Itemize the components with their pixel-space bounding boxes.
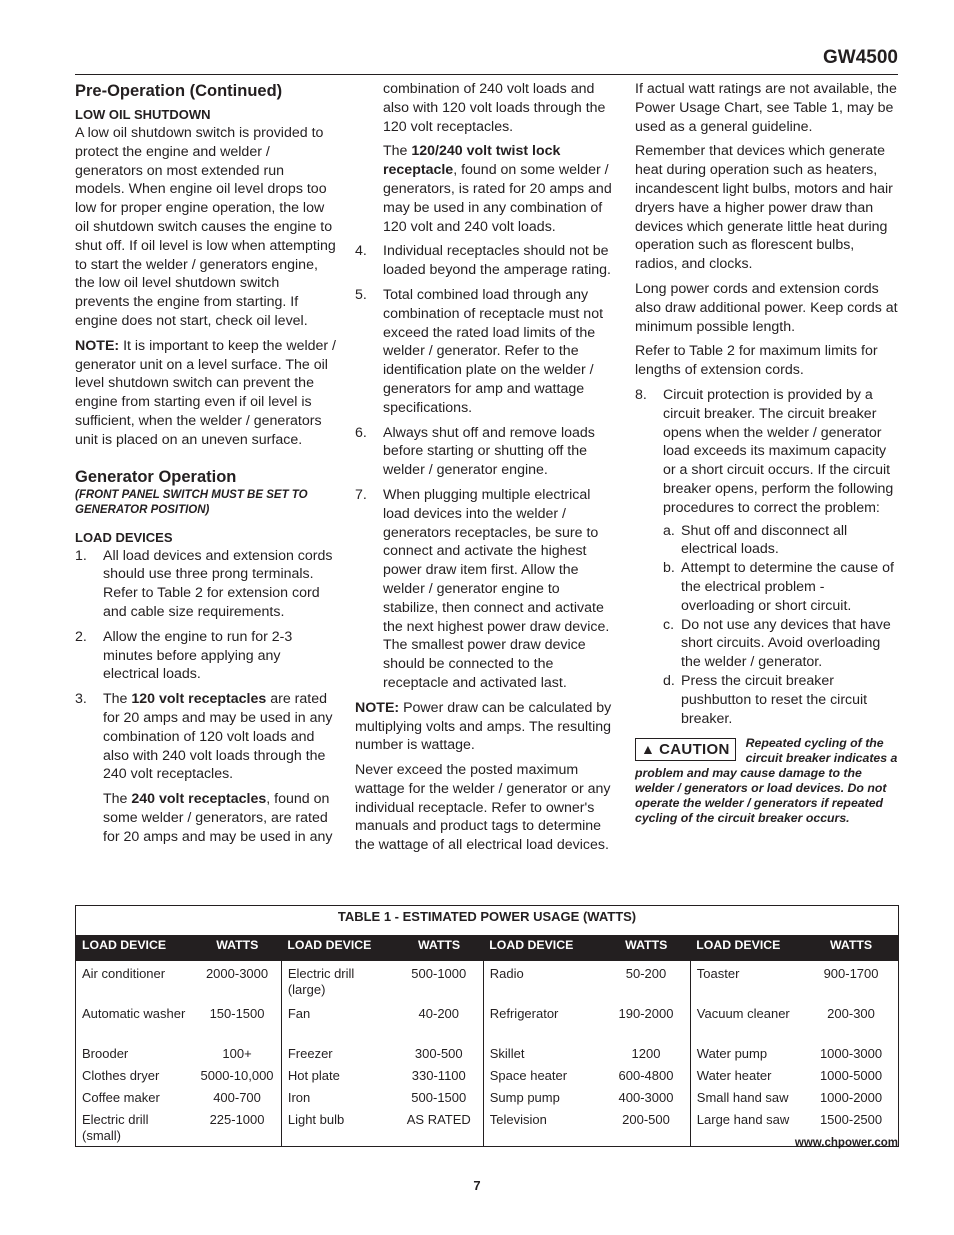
item-number: 4. <box>355 243 367 260</box>
column-1 <box>75 80 337 853</box>
header-load-device: LOAD DEVICE <box>690 935 804 961</box>
device-cell: Radio <box>483 961 602 1003</box>
column-3 <box>635 80 898 826</box>
watts-cell: 1000-3000 <box>819 1046 883 1061</box>
list-item-7 <box>355 486 617 693</box>
watts-cell: 900-1700 <box>823 966 879 981</box>
load-devices-heading: LOAD DEVICES <box>75 529 173 545</box>
watts-cell: 100+ <box>222 1046 252 1061</box>
watts-cell: 1500-2500 <box>819 1112 883 1127</box>
device-cell: Skillet <box>483 1043 602 1065</box>
watts-cell: 40-200 <box>418 1006 460 1021</box>
device-cell: Refrigerator <box>483 1003 602 1043</box>
note-paragraph <box>75 337 337 450</box>
watts-cell: 1000-2000 <box>819 1090 883 1105</box>
power-usage-table <box>75 905 899 1147</box>
caution-text: Repeated cycling of the circuit breaker indicates a problem and may cause damage to the welder / generators or load devices. Do not operate the welder / generators if repeated cycling of the circuit breaker occurs. <box>635 736 898 825</box>
watts-cell: 330-1100 <box>411 1068 466 1083</box>
paragraph: If actual watt ratings are not available, the Power Usage Chart, see Table 1, may be used as a general guideline. <box>635 81 897 135</box>
generator-operation-heading: Generator Operation <box>75 467 237 486</box>
warning-triangle-icon: ▲ <box>641 741 656 758</box>
item-number: 2. <box>75 628 87 645</box>
caution-label: CAUTION <box>659 741 730 759</box>
table-row <box>76 1065 899 1087</box>
sub-item-text: Press the circuit breaker pushbutton to reset the circuit breaker. <box>681 672 868 727</box>
device-cell: Automatic washer <box>82 1006 186 1021</box>
device-cell: Coffee maker <box>82 1090 160 1105</box>
note-text: Power draw can be calculated by multiplying volts and amps. The resulting number is wattage. <box>355 699 612 754</box>
item-text: The <box>103 791 132 808</box>
item-number: 8. <box>635 386 647 403</box>
table-title: TABLE 1 - ESTIMATED POWER USAGE (WATTS) <box>337 909 637 924</box>
sub-item-letter: b. <box>663 560 675 577</box>
watts-cell: 300-500 <box>414 1046 463 1061</box>
table-row <box>76 1109 899 1147</box>
watts-cell: 190-2000 <box>618 1006 674 1021</box>
header-watts: WATTS <box>193 935 281 961</box>
sub-item-d <box>663 672 898 728</box>
item-text: The <box>383 143 412 160</box>
twist-lock-paragraph <box>355 142 617 236</box>
item-text: The <box>103 691 132 708</box>
table-body <box>76 961 899 1147</box>
watts-cell: 400-3000 <box>618 1090 674 1105</box>
header-load-device: LOAD DEVICE <box>281 935 394 961</box>
sub-item-c <box>663 616 898 672</box>
item-text: , found on some welder / generators, are rated for 20 amps and may be used in any <box>103 791 333 845</box>
item-text: , found on some welder / generators, is rated for 20 amps and may be used in any combination of 120 volt and 240 volt loads. <box>383 162 612 235</box>
item-text: All load devices and extension cords should use three prong terminals. Refer to Table 2 for extension cord and cable size requirements. <box>103 547 333 620</box>
device-cell: Vacuum cleaner <box>690 1003 804 1043</box>
item-number: 3. <box>75 691 87 708</box>
note-label: NOTE: <box>75 337 120 354</box>
header-load-device: LOAD DEVICE <box>76 935 194 961</box>
device-cell: Electric drill (large) <box>281 961 394 1003</box>
sub-item-letter: c. <box>663 616 675 633</box>
item-text: Always shut off and remove loads before starting or shutting off the welder / generator engine. <box>383 424 595 479</box>
sub-item-text: Do not use any devices that have short circuits. Avoid overloading the welder / generator. <box>681 616 891 671</box>
sub-item-letter: d. <box>663 672 675 689</box>
sub-list <box>663 522 898 729</box>
column-2 <box>355 80 617 861</box>
low-oil-heading: LOW OIL SHUTDOWN <box>75 107 211 122</box>
table-row <box>76 1043 899 1065</box>
bold-term: 120 volt receptacles <box>131 691 267 708</box>
bold-term: 240 volt receptacles <box>131 791 267 808</box>
item-text: Individual receptacles should not be loaded beyond the amperage rating. <box>383 243 611 279</box>
watts-cell: 200-500 <box>622 1112 670 1127</box>
device-cell: Television <box>483 1109 602 1147</box>
item-text: are rated for 20 amps and may be used in any combination of 120 volt loads and also with 240 volt loads through the 240 volt receptacles. <box>103 691 333 783</box>
page-number: 7 <box>473 1178 481 1193</box>
watts-cell: 400-700 <box>213 1090 261 1105</box>
watts-cell: 150-1500 <box>209 1006 265 1021</box>
watts-cell: 1200 <box>631 1046 661 1061</box>
device-cell: Iron <box>281 1087 394 1109</box>
sub-item-a <box>663 522 898 560</box>
note-label: NOTE: <box>355 699 400 716</box>
note-text: It is important to keep the welder / generator unit on a level surface. The oil level shutdown switch can prevent the engine from starting even if oil level is sufficient, when the welder / generators unit is placed on an uneven surface. <box>75 337 336 448</box>
device-cell: Fan <box>281 1003 394 1043</box>
watts-cell: 200-300 <box>827 1006 875 1021</box>
caution-box <box>635 736 898 825</box>
item-text: When plugging multiple electrical load devices into the welder / generators receptacles, be sure to connect and activate the highest power draw item first. Allow the welder / generator engine to stabilize, then connect and activate the next highest power draw device. The smallest power draw device should be connected to the receptacle and activated last. <box>383 486 610 691</box>
item-number: 7. <box>355 486 367 503</box>
device-cell: Water heater <box>690 1065 804 1087</box>
table-header-row <box>76 935 899 961</box>
caution-badge <box>635 738 736 761</box>
watts-cell: 1000-5000 <box>819 1068 883 1083</box>
item-number: 6. <box>355 424 367 441</box>
watts-cell: 600-4800 <box>618 1068 674 1083</box>
item-text: Allow the engine to run for 2-3 minutes before applying any electrical loads. <box>103 628 293 683</box>
sub-item-text: Attempt to determine the cause of the electrical problem - overloading or short circuit. <box>681 560 894 614</box>
watts-cell: 500-1000 <box>411 966 467 981</box>
list-item-6 <box>355 424 617 480</box>
list-item-4 <box>355 242 617 280</box>
watts-cell: 2000-3000 <box>205 966 269 981</box>
website-url: www.chpower.com <box>794 1137 898 1149</box>
device-cell: Small hand saw <box>690 1087 804 1109</box>
paragraph: Remember that devices which generate heat during operation such as heaters, incandescent light bulbs, motors and hair dryers have a higher power draw than devices which generate little heat during operation such as florescent bulbs, radios, and clocks. <box>635 143 893 273</box>
device-cell: Toaster <box>690 961 804 1003</box>
watts-cell: AS RATED <box>406 1112 471 1127</box>
list-item-8 <box>635 386 898 518</box>
header-watts: WATTS <box>804 935 898 961</box>
item-text: Total combined load through any combination of receptacle must not exceed the rated load limits of the welder / generator. Refer to the identification plate on the welder / generators for amp and wattage specifications. <box>383 286 604 416</box>
paragraph: Refer to Table 2 for maximum limits for lengths of extension cords. <box>635 343 878 379</box>
note-paragraph-2 <box>355 699 617 755</box>
device-cell: Air conditioner <box>82 966 166 981</box>
item-text: Circuit protection is provided by a circuit breaker. The circuit breaker opens when the welder / generator load exceeds its maximum capacity or a short circuit occurs. If the circuit breaker opens, perform the following procedures to correct the problem: <box>663 386 894 516</box>
device-cell: Light bulb <box>281 1109 394 1147</box>
sub-item-text: Shut off and disconnect all electrical loads. <box>681 522 848 558</box>
list-item-3-continued <box>75 790 337 846</box>
watts-cell: 5000-10,000 <box>200 1068 274 1083</box>
device-cell: Electric drill (small) <box>82 1112 149 1143</box>
sub-item-b <box>663 559 898 615</box>
watts-cell: 225-1000 <box>209 1112 265 1127</box>
device-cell: Space heater <box>483 1065 602 1087</box>
header-watts: WATTS <box>395 935 483 961</box>
sub-item-letter: a. <box>663 522 675 539</box>
continued-text: combination of 240 volt loads and also with 120 volt loads through the 120 volt receptacles. <box>383 81 606 135</box>
model-number: GW4500 <box>823 47 898 68</box>
table-row <box>76 1003 899 1043</box>
list-item-3 <box>75 690 337 784</box>
device-cell: Freezer <box>281 1043 394 1065</box>
header-load-device: LOAD DEVICE <box>483 935 602 961</box>
bold-term: 120/240 volt twist lock receptacle <box>383 143 561 179</box>
list-item-5 <box>355 286 617 418</box>
header-rule <box>75 74 898 75</box>
never-exceed-paragraph: Never exceed the posted maximum wattage for the welder / generator or any individual receptacle. Refer to owner's manuals and product tags to determine the wattage of all electrical load devices. <box>355 762 611 854</box>
section-heading: Pre-Operation (Continued) <box>75 82 283 100</box>
watts-cell: 500-1500 <box>411 1090 467 1105</box>
device-cell: Hot plate <box>281 1065 394 1087</box>
device-cell: Brooder <box>82 1046 129 1061</box>
generator-subheading: (FRONT PANEL SWITCH MUST BE SET TO GENERATOR POSITION) <box>75 488 308 516</box>
header-watts: WATTS <box>602 935 690 961</box>
watts-cell: 50-200 <box>625 966 667 981</box>
low-oil-text: A low oil shutdown switch is provided to protect the engine and welder / generators on most extended run models. When engine oil level drops too low for proper engine operation, the low oil shutdown switch causes the engine to shut off. If oil level is low when attempting to start the welder / generators engine, the low oil level shutdown switch prevents the engine from starting. If engine does not start, check oil level. <box>75 125 336 329</box>
list-item-1 <box>75 547 337 622</box>
paragraph: Long power cords and extension cords also draw additional power. Keep cords at minimum possible length. <box>635 280 898 335</box>
item-number: 5. <box>355 286 367 303</box>
device-cell: Water pump <box>690 1043 804 1065</box>
device-cell: Sump pump <box>483 1087 602 1109</box>
list-item-2 <box>75 628 337 684</box>
device-cell: Clothes dryer <box>82 1068 160 1083</box>
table-row <box>76 1087 899 1109</box>
item-number: 1. <box>75 547 87 564</box>
device-cell: Large hand saw <box>690 1109 804 1147</box>
table-row <box>76 961 899 1003</box>
